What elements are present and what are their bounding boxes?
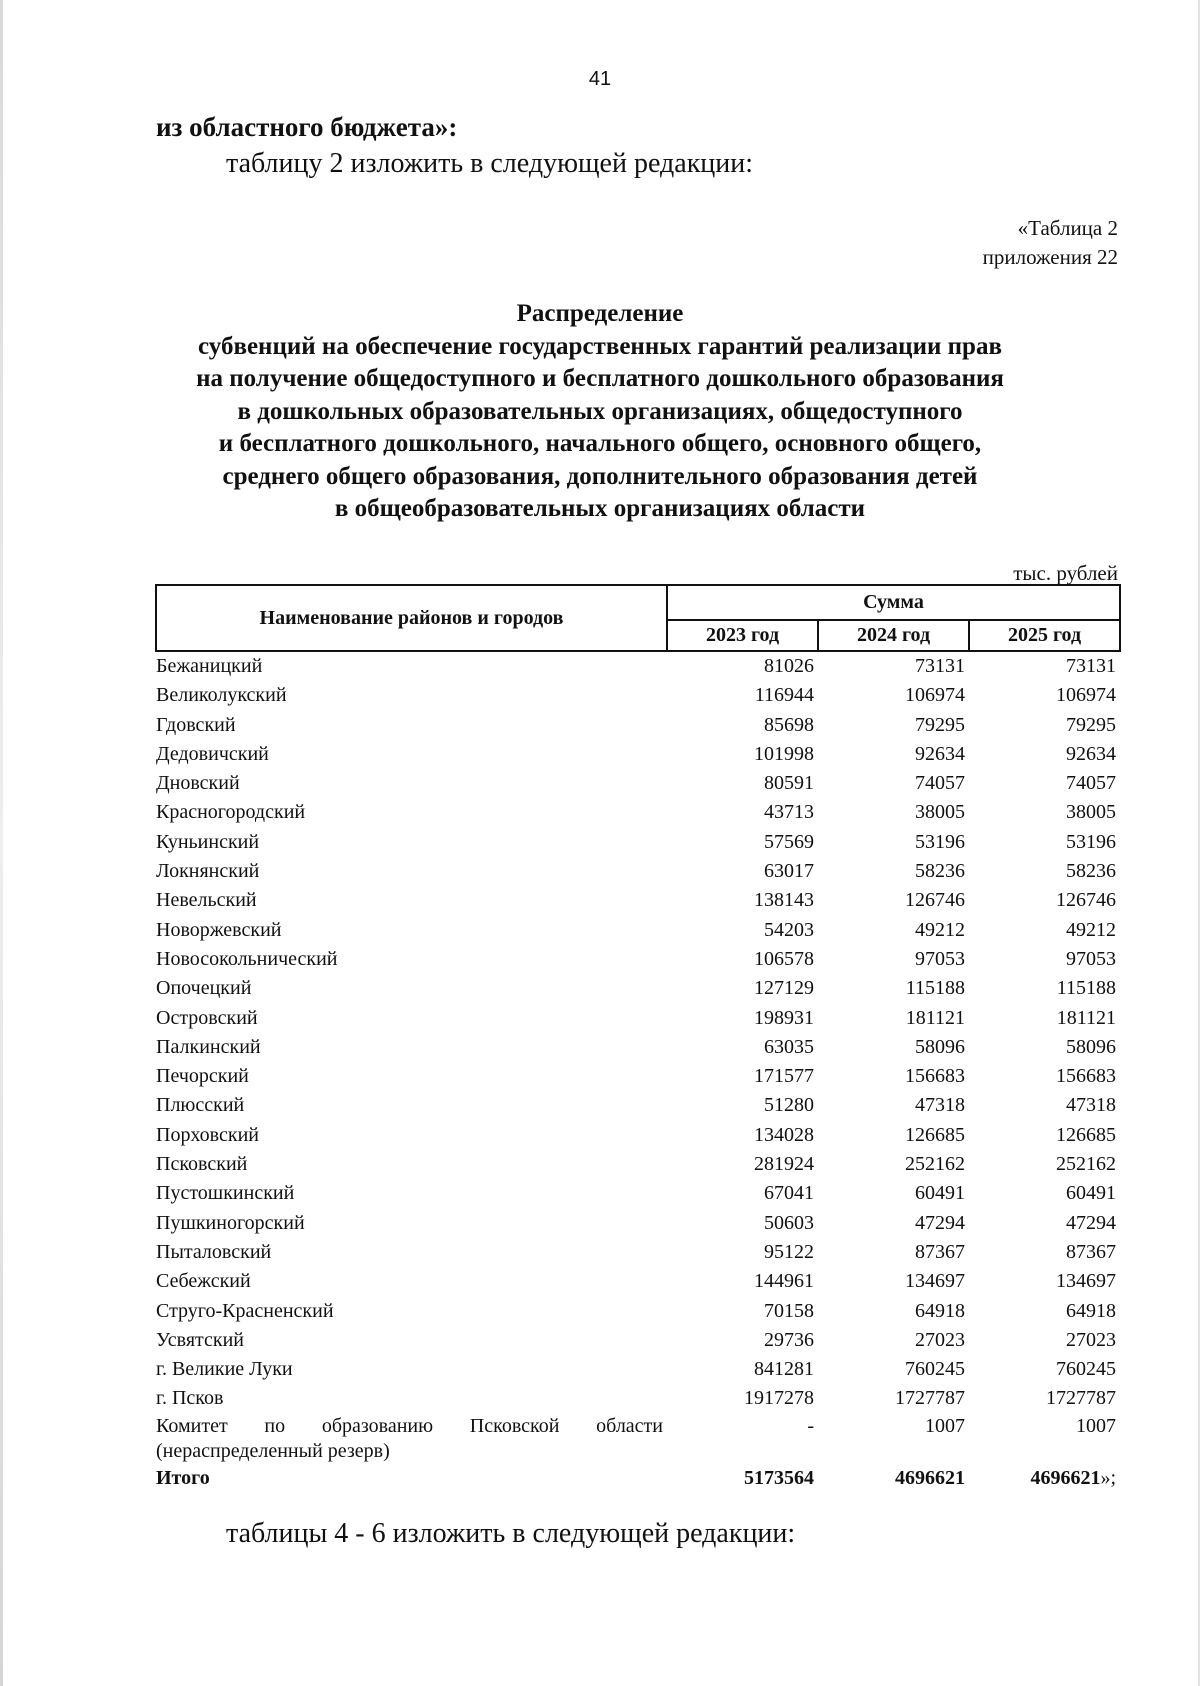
row-name: Локнянский [156, 860, 260, 883]
table-row [156, 974, 1120, 1003]
heading-line: субвенций на обеспечение государственных гарантий реализации прав [198, 332, 1002, 360]
row-2025: 38005 [1066, 801, 1117, 824]
total-2023: 5173564 [744, 1466, 814, 1489]
outro-instruction: таблицы 4 - 6 изложить в следующей редакции: [226, 1518, 796, 1549]
table-row [156, 651, 1120, 681]
row-2024: 92634 [915, 742, 965, 765]
row-name: г. Псков [156, 1387, 224, 1410]
row-2024: 38005 [915, 801, 965, 824]
row-2023: 54203 [764, 918, 814, 941]
row-2024: 156683 [905, 1065, 965, 1088]
row-2025: 49212 [1066, 918, 1117, 941]
row-2025: 53196 [1066, 830, 1117, 853]
row-2024: 49212 [915, 918, 965, 941]
table-row [156, 1062, 1120, 1091]
row-2025: 106974 [1056, 684, 1117, 707]
row-2025: 47318 [1066, 1094, 1117, 1117]
heading-line: в дошкольных образовательных организациях, общедоступного [237, 397, 963, 425]
table-row [156, 1091, 1120, 1120]
row-2024: 79295 [915, 713, 965, 736]
table-row [156, 1414, 1120, 1464]
row-2023: 63017 [764, 860, 814, 883]
row-name: Бежаницкий [156, 655, 263, 677]
row-2025: 58236 [1066, 860, 1117, 883]
table-row [156, 1004, 1120, 1033]
row-2023: 70158 [764, 1299, 814, 1322]
row-2025: 126746 [1056, 889, 1117, 912]
table-row [156, 1179, 1120, 1208]
heading-line: и бесплатного дошкольного, начального общего, основного общего, [218, 430, 982, 457]
row-2025: 74057 [1066, 772, 1117, 795]
table-reference-line1: «Таблица 2 [1017, 216, 1118, 240]
row-2024: 126685 [905, 1123, 965, 1146]
heading-line: на получение общедоступного и бесплатного дошкольного образования [196, 365, 1004, 392]
row-2025: 64918 [1066, 1299, 1117, 1322]
row-2025: 92634 [1066, 742, 1117, 765]
row-2024: 252162 [905, 1153, 965, 1176]
heading-line: среднего общего образования, дополнительного образования детей [222, 462, 978, 490]
row-name: Струго-Красненский [156, 1299, 334, 1322]
row-2025: 252162 [1056, 1153, 1117, 1176]
row-2023: 138143 [754, 889, 814, 912]
document-heading [140, 298, 1060, 526]
page-number: 41 [588, 68, 612, 90]
row-2023: 1917278 [744, 1387, 814, 1410]
table-reference [983, 214, 1118, 272]
row-2023: 81026 [764, 655, 814, 677]
row-2024: 27023 [915, 1328, 965, 1351]
table-header-row [156, 585, 1120, 620]
total-closing-quote: »; [1100, 1466, 1117, 1489]
table-row [156, 681, 1120, 710]
row-2024: 64918 [915, 1299, 965, 1322]
row-2025: 87367 [1066, 1240, 1117, 1263]
row-2024: 87367 [915, 1240, 965, 1263]
row-name: Печорский [156, 1065, 249, 1088]
row-2025: 181121 [1056, 1006, 1117, 1029]
row-2023: 106578 [754, 947, 814, 970]
row-2025: 58096 [1066, 1035, 1117, 1058]
row-name: Красногородский [156, 801, 306, 824]
row-2025: 47294 [1066, 1211, 1117, 1234]
table-row [156, 916, 1120, 945]
row-2024: 97053 [915, 947, 965, 970]
row-name: г. Великие Луки [156, 1358, 293, 1381]
row-2023: 281924 [754, 1153, 814, 1176]
table-row [156, 1297, 1120, 1326]
row-2025: 156683 [1056, 1065, 1117, 1088]
row-name: Пустошкинский [156, 1182, 295, 1205]
row-2023: 85698 [764, 713, 814, 736]
row-name: Островский [156, 1006, 258, 1029]
row-2025: 97053 [1066, 947, 1117, 970]
table-row [156, 1209, 1120, 1238]
row-2023: 80591 [764, 772, 814, 795]
row-name: Великолукский [156, 684, 287, 707]
row-2023: - [807, 1414, 814, 1437]
table-row [156, 1355, 1120, 1384]
row-2023: 29736 [764, 1328, 814, 1351]
header-year-2023: 2023 год [667, 620, 818, 651]
row-name: Комитет по образованию Псковской области (нераспределенный резерв) [156, 1414, 663, 1462]
table-row [156, 769, 1120, 798]
scan-edge-left [0, 0, 3, 1686]
row-2023: 116944 [754, 684, 814, 707]
table-row [156, 1238, 1120, 1267]
row-name: Плюсский [156, 1094, 245, 1117]
row-2025: 27023 [1066, 1328, 1117, 1351]
table-row [156, 1033, 1120, 1062]
row-2023: 95122 [764, 1240, 814, 1263]
subvention-table [155, 584, 1121, 1493]
header-name: Наименование районов и городов [156, 585, 667, 651]
table-row [156, 886, 1120, 915]
row-2023: 101998 [754, 742, 814, 765]
heading-line: в общеобразовательных организациях области [334, 495, 866, 522]
row-name: Дедовичский [156, 742, 269, 765]
row-2024: 1007 [925, 1414, 965, 1437]
row-2023: 43713 [764, 801, 814, 824]
table-row [156, 711, 1120, 740]
row-2023: 171577 [754, 1065, 814, 1088]
row-2024: 1727787 [895, 1387, 965, 1410]
row-2023: 50603 [764, 1211, 814, 1234]
row-name: Невельский [156, 889, 257, 912]
table-body [156, 651, 1120, 1493]
row-2023: 134028 [754, 1123, 814, 1146]
row-name: Гдовский [156, 713, 236, 736]
row-2025: 1727787 [1046, 1387, 1117, 1410]
row-2025: 60491 [1066, 1182, 1117, 1205]
row-name: Усвятский [156, 1328, 244, 1351]
table-row [156, 828, 1120, 857]
row-name: Дновский [156, 772, 240, 795]
row-2024: 181121 [905, 1006, 965, 1029]
table-total-row [156, 1464, 1120, 1493]
total-2024: 4696621 [895, 1466, 965, 1489]
row-name: Псковский [156, 1153, 248, 1176]
row-2024: 126746 [905, 889, 965, 912]
row-name: Новоржевский [156, 918, 282, 941]
row-2025: 134697 [1056, 1270, 1117, 1293]
row-name: Опочецкий [156, 977, 252, 1000]
row-2023: 63035 [764, 1035, 814, 1058]
row-2024: 60491 [915, 1182, 965, 1205]
row-name: Пушкиногорский [156, 1211, 305, 1234]
row-2024: 106974 [905, 684, 965, 707]
row-2024: 58236 [915, 860, 965, 883]
row-2023: 67041 [764, 1182, 814, 1205]
row-2023: 198931 [754, 1006, 814, 1029]
intro-bold-line: из областного бюджета»: [156, 112, 458, 142]
intro-instruction: таблицу 2 изложить в следующей редакции: [226, 148, 754, 179]
row-name: Новосокольнический [156, 947, 338, 970]
row-2025: 760245 [1056, 1358, 1117, 1381]
total-2025-value: 4696621 [1030, 1466, 1101, 1489]
header-sum: Сумма [667, 585, 1120, 620]
row-2024: 74057 [915, 772, 965, 795]
heading-line: Распределение [516, 300, 684, 327]
table-row [156, 857, 1120, 886]
row-2024: 760245 [905, 1358, 965, 1381]
table-row [156, 740, 1120, 769]
row-2024: 134697 [905, 1270, 965, 1293]
table-row [156, 1384, 1120, 1413]
table-row [156, 945, 1120, 974]
table-row [156, 1267, 1120, 1296]
total-label: Итого [156, 1466, 210, 1489]
row-2025: 1007 [1076, 1414, 1117, 1437]
table-row [156, 1150, 1120, 1179]
row-name: Палкинский [156, 1035, 261, 1058]
row-2024: 53196 [915, 830, 965, 853]
row-2025: 126685 [1056, 1123, 1117, 1146]
total-2025 [969, 1464, 1120, 1493]
row-name: Порховский [156, 1123, 260, 1146]
row-2024: 58096 [915, 1035, 965, 1058]
row-name: Пыталовский [156, 1240, 272, 1263]
row-name: Куньинский [156, 830, 260, 853]
header-year-2025: 2025 год [969, 620, 1120, 651]
row-2024: 47294 [915, 1211, 965, 1234]
row-2023: 144961 [754, 1270, 814, 1293]
row-2023: 57569 [764, 830, 814, 853]
units-label: тыс. рублей [1013, 561, 1118, 585]
row-2025: 115188 [1056, 977, 1117, 1000]
table-row [156, 798, 1120, 827]
row-2025: 79295 [1066, 713, 1117, 736]
row-2023: 841281 [754, 1358, 814, 1381]
table-row [156, 1326, 1120, 1355]
row-2023: 51280 [764, 1094, 814, 1117]
row-2023: 127129 [754, 977, 814, 1000]
row-2025: 73131 [1066, 655, 1117, 677]
row-2024: 73131 [915, 655, 965, 677]
row-name: Себежский [156, 1270, 251, 1293]
row-2024: 115188 [905, 977, 965, 1000]
table-row [156, 1121, 1120, 1150]
header-year-2024: 2024 год [818, 620, 969, 651]
table-reference-line2: приложения 22 [982, 245, 1118, 269]
row-2024: 47318 [915, 1094, 965, 1117]
